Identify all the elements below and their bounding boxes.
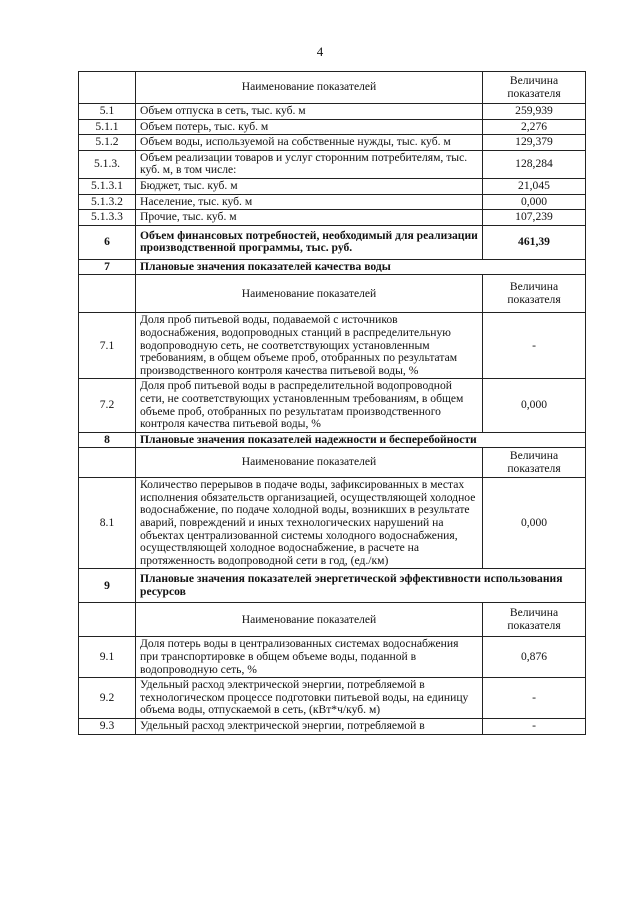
- table-row: [79, 313, 586, 379]
- header-name-cell: Наименование показателей: [136, 603, 483, 637]
- row-value: -: [483, 678, 586, 719]
- header-num-cell: [79, 72, 136, 104]
- header-name-cell: Наименование показателей: [136, 72, 483, 104]
- row-num: 5.1.3.1: [79, 178, 136, 194]
- row-value: 129,379: [483, 135, 586, 151]
- row-num: 9.1: [79, 637, 136, 678]
- row-value: -: [483, 313, 586, 379]
- row-value: 0,000: [483, 478, 586, 569]
- table-row: [79, 719, 586, 735]
- row-value: 21,045: [483, 178, 586, 194]
- table-row: [79, 194, 586, 210]
- header-value-cell: Величина показателя: [483, 72, 586, 104]
- section-heading-row: [79, 259, 586, 275]
- table-row: [79, 178, 586, 194]
- row-name: Прочие, тыс. куб. м: [136, 210, 483, 226]
- header-num-cell: [79, 603, 136, 637]
- header-num-cell: [79, 448, 136, 478]
- table-header-row: [79, 72, 586, 104]
- section-heading-row: [79, 432, 586, 448]
- page-number: 4: [316, 44, 324, 59]
- table-row: [79, 678, 586, 719]
- row-num: 5.1.2: [79, 135, 136, 151]
- row-num: 5.1: [79, 104, 136, 120]
- row-num: 5.1.3.3: [79, 210, 136, 226]
- indicators-table: [78, 71, 586, 735]
- table-row: [79, 119, 586, 135]
- row-num: 5.1.3.2: [79, 194, 136, 210]
- row-name: Доля проб питьевой воды в распределительной водопроводной сети, не соответствующих установленным требованиям, в общем объеме проб, отобранных по результатам производственного контроля качества питьевой воды, %: [136, 379, 483, 432]
- row-name: Количество перерывов в подаче воды, зафиксированных в местах исполнения обязательств организацией, осуществляющей холодное водоснабжение, по подаче холодной воды, возникших в результате аварий, повреждений и иных технологических нарушений на объектах централизованной системы холодного водоснабжения, осуществляющей холодное водоснабжение, в расчете на протяженность водопроводной сети в год, (ед./км): [136, 478, 483, 569]
- row-value: 107,239: [483, 210, 586, 226]
- row-num: 8.1: [79, 478, 136, 569]
- row-num: 7.2: [79, 379, 136, 432]
- section-heading-row: [79, 569, 586, 603]
- table-row-total: [79, 225, 586, 259]
- table-row: [79, 135, 586, 151]
- row-value: 2,276: [483, 119, 586, 135]
- header-name-cell: Наименование показателей: [136, 275, 483, 313]
- row-value: 461,39: [483, 225, 586, 259]
- row-value: 128,284: [483, 150, 586, 178]
- row-value: 259,939: [483, 104, 586, 120]
- row-num: 5.1.3.: [79, 150, 136, 178]
- row-name: Объем потерь, тыс. куб. м: [136, 119, 483, 135]
- row-num: 6: [79, 225, 136, 259]
- header-value-cell: Величина показателя: [483, 603, 586, 637]
- row-name: Удельный расход электрической энергии, потребляемой в технологическом процессе подготовки питьевой воды, на единицу объема воды, отпускаемой в сеть, (кВт*ч/куб. м): [136, 678, 483, 719]
- row-value: 0,000: [483, 379, 586, 432]
- row-num: 9.3: [79, 719, 136, 735]
- row-name: Доля потерь воды в централизованных системах водоснабжения при транспортировке в общем объеме воды, поданной в водопроводную сеть, %: [136, 637, 483, 678]
- table-header-row: [79, 603, 586, 637]
- row-name: Объем воды, используемой на собственные нужды, тыс. куб. м: [136, 135, 483, 151]
- table-row: [79, 379, 586, 432]
- row-value: 0,000: [483, 194, 586, 210]
- section-title: Плановые значения показателей надежности и бесперебойности: [136, 432, 586, 448]
- section-num: 8: [79, 432, 136, 448]
- row-name: Бюджет, тыс. куб. м: [136, 178, 483, 194]
- section-title: Плановые значения показателей энергетической эффективности использования ресурсов: [136, 569, 586, 603]
- table-header-row: [79, 448, 586, 478]
- table-row: [79, 104, 586, 120]
- row-name: Объем отпуска в сеть, тыс. куб. м: [136, 104, 483, 120]
- header-num-cell: [79, 275, 136, 313]
- row-value: -: [483, 719, 586, 735]
- row-num: 5.1.1: [79, 119, 136, 135]
- table-header-row: [79, 275, 586, 313]
- header-name-cell: Наименование показателей: [136, 448, 483, 478]
- header-value-cell: Величина показателя: [483, 275, 586, 313]
- row-name: Удельный расход электрической энергии, потребляемой в: [136, 719, 483, 735]
- header-value-cell: Величина показателя: [483, 448, 586, 478]
- row-name: Объем финансовых потребностей, необходимый для реализации производственной программы, тыс. руб.: [136, 225, 483, 259]
- row-name: Население, тыс. куб. м: [136, 194, 483, 210]
- row-name: Объем реализации товаров и услуг сторонним потребителям, тыс. куб. м, в том числе:: [136, 150, 483, 178]
- row-num: 9.2: [79, 678, 136, 719]
- table-row: [79, 150, 586, 178]
- section-num: 7: [79, 259, 136, 275]
- table-row: [79, 637, 586, 678]
- row-name: Доля проб питьевой воды, подаваемой с источников водоснабжения, водопроводных станций в распределительную водопроводную сеть, не соответствующих установленным требованиям, в общем объеме проб, отобранных по результатам производственного контроля качества питьевой воды, %: [136, 313, 483, 379]
- section-num: 9: [79, 569, 136, 603]
- table-row: [79, 210, 586, 226]
- table-row: [79, 478, 586, 569]
- section-title: Плановые значения показателей качества воды: [136, 259, 586, 275]
- row-value: 0,876: [483, 637, 586, 678]
- row-num: 7.1: [79, 313, 136, 379]
